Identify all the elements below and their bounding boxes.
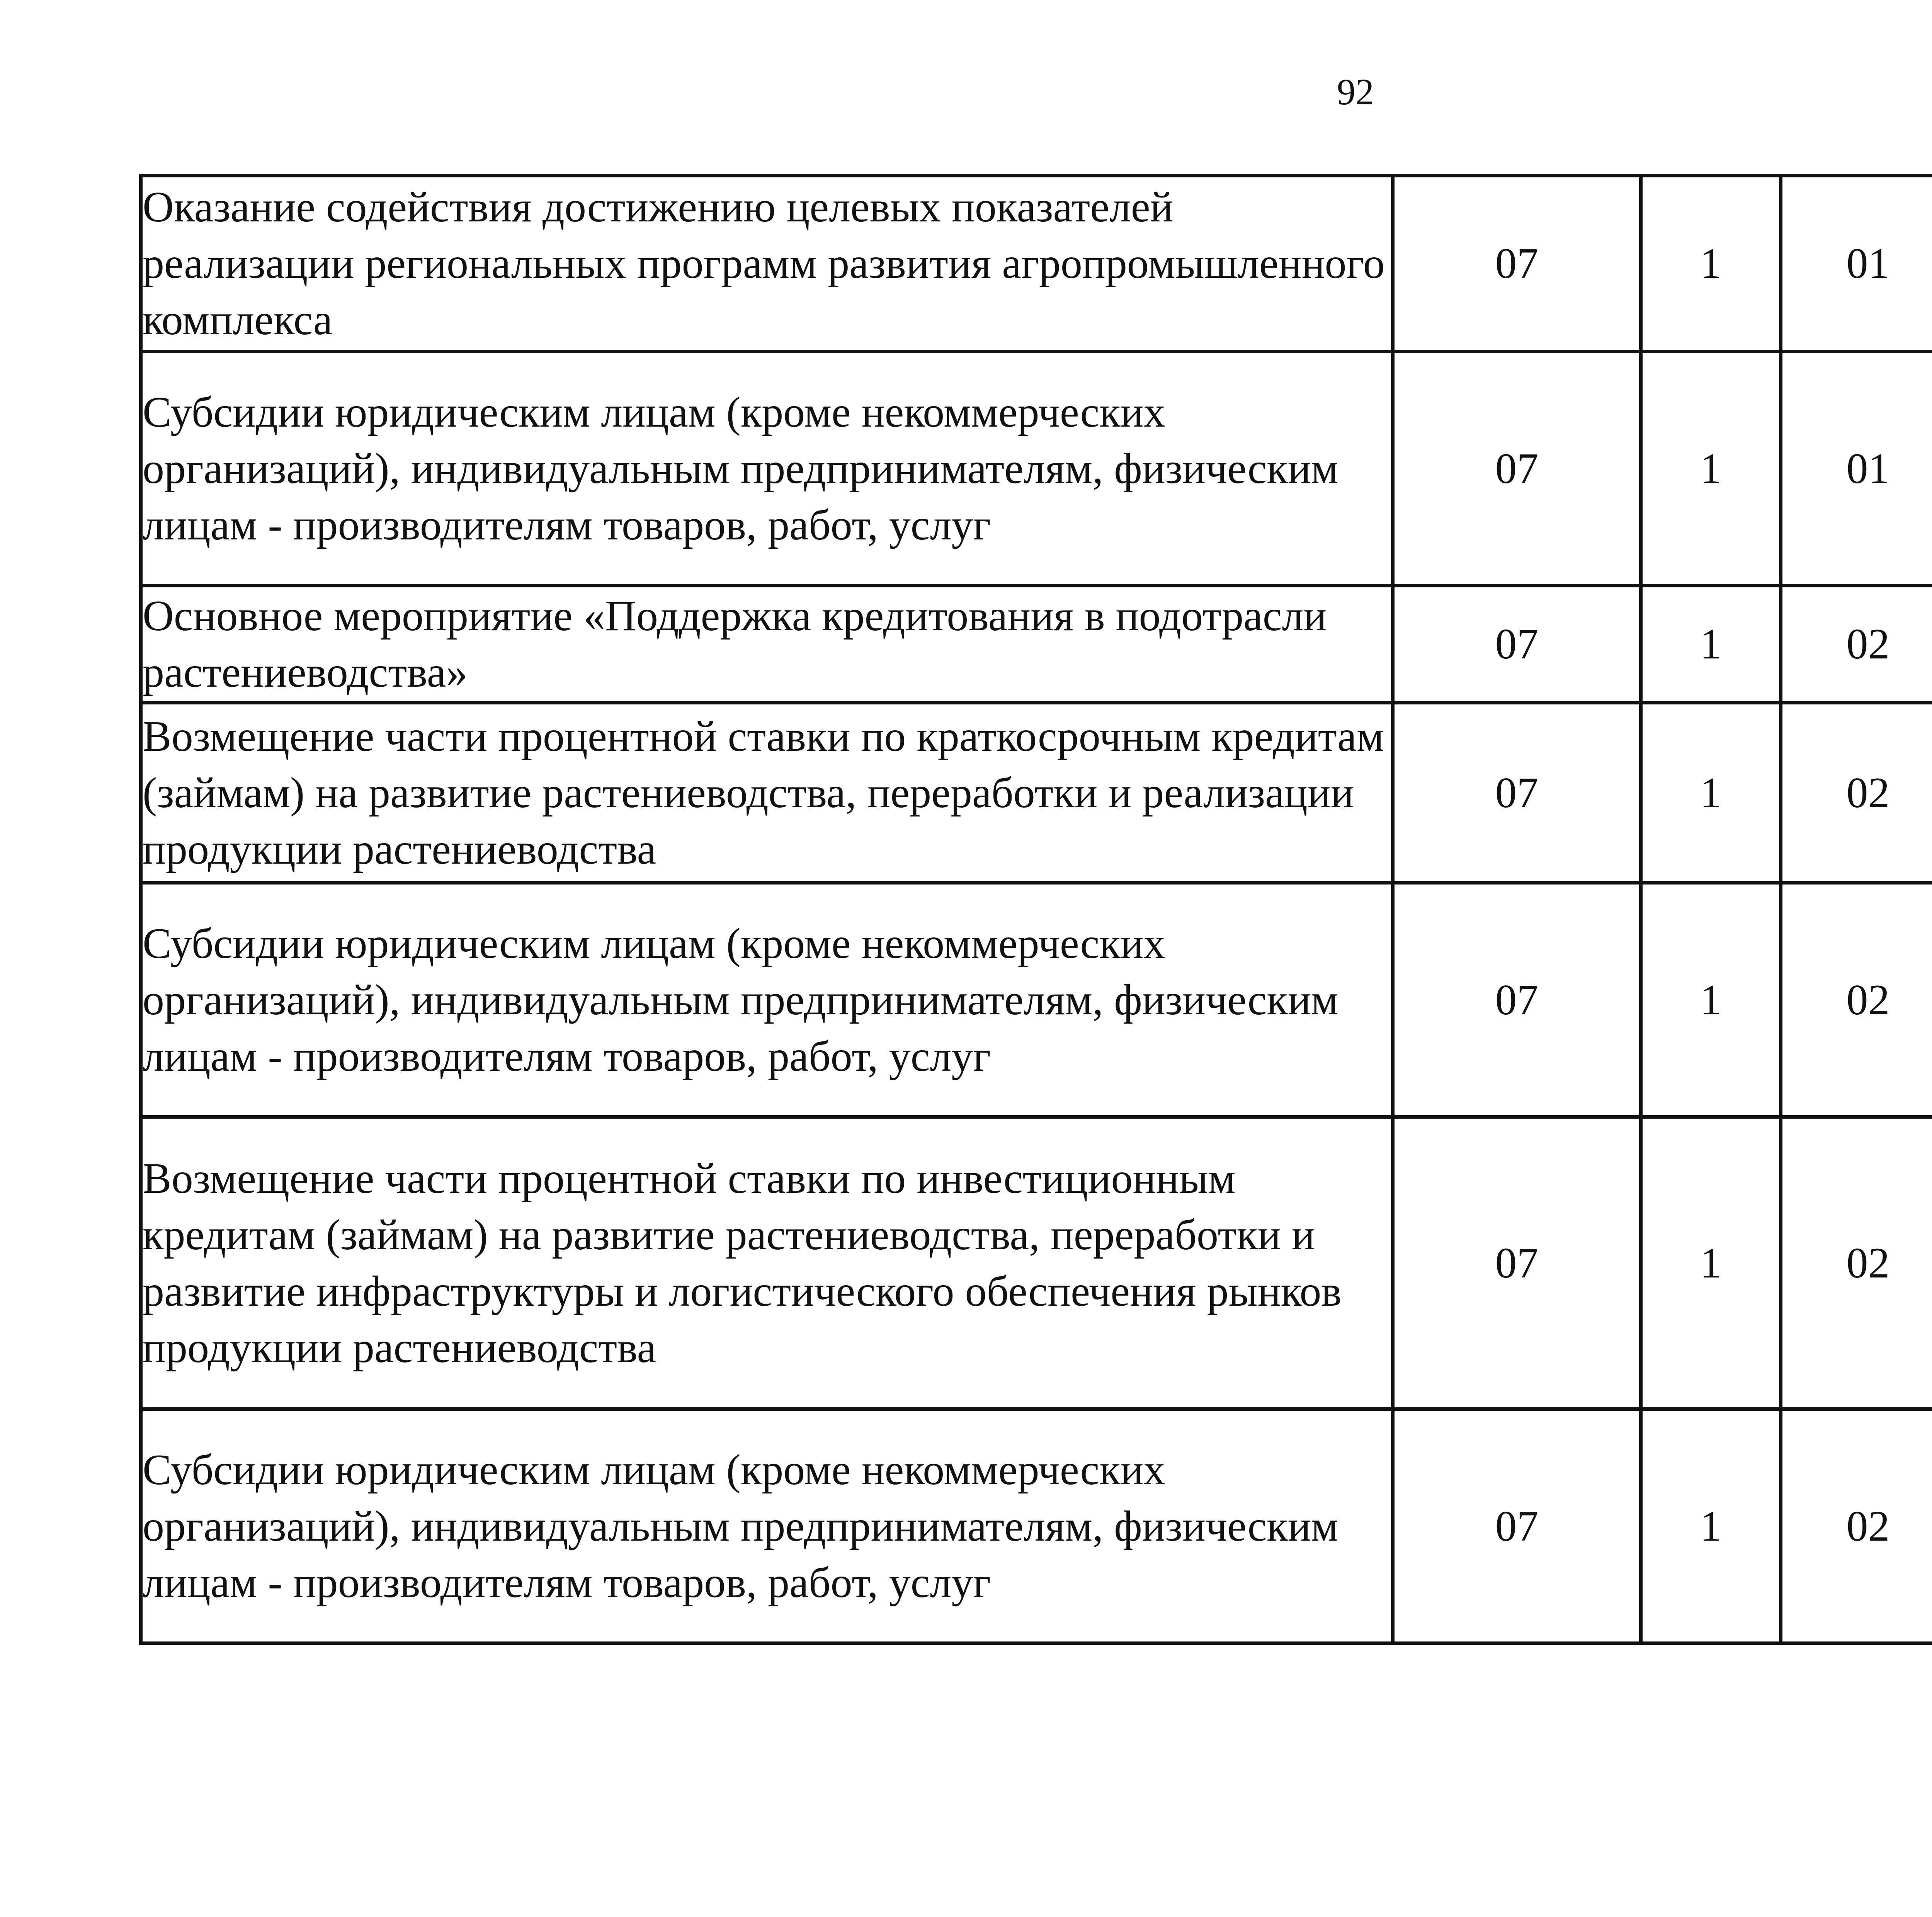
row-description: Возмещение части процентной ставки по инвестиционным кредитам (займам) на развитие растениеводства, переработки и развитие инфраструктуры и логистического обеспечения рынков продукции растениеводства <box>141 1117 1393 1409</box>
row-description: Возмещение части процентной ставки по краткосрочным кредитам (займам) на развитие растениеводства, переработки и реализации продукции растениеводства <box>141 703 1393 883</box>
program-code: 1 <box>1641 176 1781 352</box>
row-description: Субсидии юридическим лицам (кроме некоммерческих организаций), индивидуальным предпринимателям, физическим лицам - производителям товаров, работ, услуг <box>141 883 1393 1117</box>
table-row <box>141 352 1932 586</box>
table-row <box>141 1409 1932 1643</box>
page-number: 92 <box>1337 71 1374 112</box>
row-description: Субсидии юридическим лицам (кроме некоммерческих организаций), индивидуальным предпринимателям, физическим лицам - производителям товаров, работ, услуг <box>141 1409 1393 1643</box>
subprogram-code: 02 <box>1781 1409 1932 1643</box>
subprogram-code: 01 <box>1781 176 1932 352</box>
section-code: 07 <box>1393 1409 1641 1643</box>
subprogram-code: 02 <box>1781 586 1932 703</box>
section-code: 07 <box>1393 352 1641 586</box>
table-row <box>141 176 1932 352</box>
table-row <box>141 883 1932 1117</box>
program-code: 1 <box>1641 1409 1781 1643</box>
program-code: 1 <box>1641 883 1781 1117</box>
row-description: Субсидии юридическим лицам (кроме некоммерческих организаций), индивидуальным предпринимателям, физическим лицам - производителям товаров, работ, услуг <box>141 352 1393 586</box>
budget-table <box>139 174 1932 1645</box>
table-row <box>141 586 1932 703</box>
program-code: 1 <box>1641 703 1781 883</box>
subprogram-code: 01 <box>1781 352 1932 586</box>
row-description: Оказание содействия достижению целевых показателей реализации региональных программ развития агропромышленного комплекса <box>141 176 1393 352</box>
table-row <box>141 703 1932 883</box>
program-code: 1 <box>1641 586 1781 703</box>
program-code: 1 <box>1641 1117 1781 1409</box>
section-code: 07 <box>1393 586 1641 703</box>
section-code: 07 <box>1393 1117 1641 1409</box>
section-code: 07 <box>1393 883 1641 1117</box>
table-row <box>141 1117 1932 1409</box>
row-description: Основное мероприятие «Поддержка кредитования в подотрасли растениеводства» <box>141 586 1393 703</box>
subprogram-code: 02 <box>1781 703 1932 883</box>
subprogram-code: 02 <box>1781 1117 1932 1409</box>
subprogram-code: 02 <box>1781 883 1932 1117</box>
section-code: 07 <box>1393 703 1641 883</box>
program-code: 1 <box>1641 352 1781 586</box>
section-code: 07 <box>1393 176 1641 352</box>
